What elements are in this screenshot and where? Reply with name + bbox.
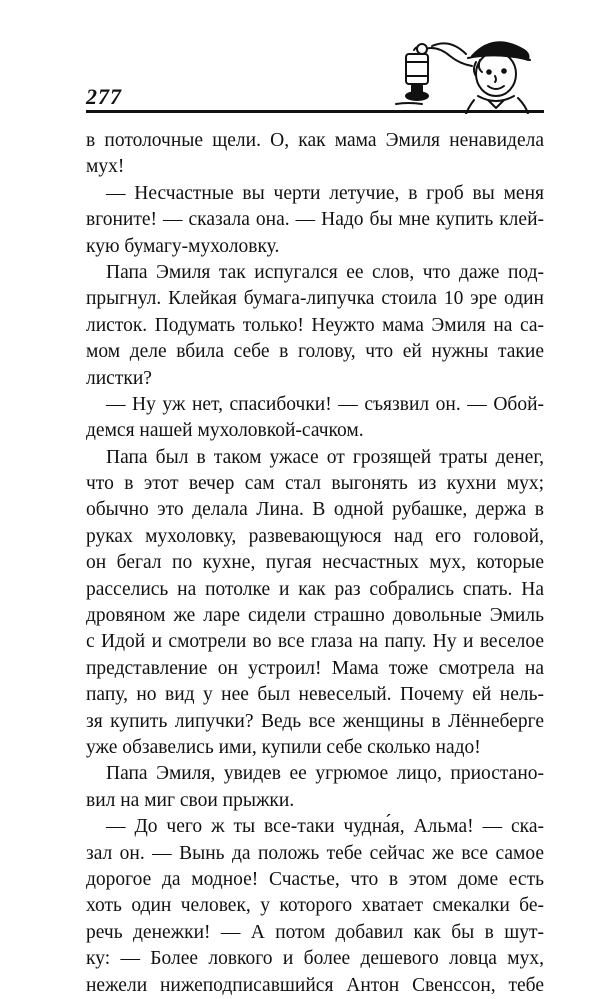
text-line: нежели нижеподписавшийся Антон Свенссон, тебе	[86, 974, 544, 996]
text-line: мом деле вбила себе в голову, что ей нужны такие	[86, 341, 544, 363]
text-line: хоть один человек, у которого хватает смекалки бе-	[86, 895, 544, 917]
text-line: уже обзавелись ими, купили себе сколько надо!	[86, 736, 481, 758]
text-line: Папа был в таком ужасе от грозящей траты денег,	[106, 446, 544, 468]
text-line: дровяном же ларе сидели страшно довольные Эмиль	[86, 605, 544, 627]
text-line: — Несчастные вы черти летучие, в гроб вы меня	[106, 182, 544, 204]
text-line: представление он устроил! Мама тоже смотрела на	[86, 657, 544, 679]
text-line: — Ну уж нет, спасибочки! — съязвил он. — Обой-	[106, 393, 544, 415]
text-line: обычно это делала Лина. В одной рубашке, держа в	[86, 499, 544, 521]
text-line: вгоните! — сказала она. — Надо бы мне купить клей-	[86, 209, 544, 231]
text-line: мух!	[86, 156, 125, 178]
text-line: кую бумагу-мухоловку.	[86, 235, 280, 257]
text-line: — До чего ж ты все-таки чудна́я, Альма! — ска-	[106, 816, 544, 838]
text-line: в потолочные щели. О, как мама Эмиля ненавидела	[86, 130, 544, 151]
text-line: прыгнул. Клейкая бумага-липучка стоила 10 эре один	[86, 288, 544, 310]
text-line: Папа Эмиля так испугался ее слов, что даже под-	[106, 261, 544, 283]
header-rule	[86, 110, 544, 113]
text-line: листки?	[86, 367, 152, 389]
text-line: что в этот вечер сам стал выгонять из кухни мух;	[86, 473, 544, 495]
text-line: листок. Подумать только! Неужто мама Эмиля на са-	[86, 314, 544, 336]
text-line: дорогое да модное! Счастье, что в этом доме есть	[86, 868, 544, 890]
text-line: речь денежки! — А потом добавил как бы в шут-	[86, 921, 544, 943]
text-line: расселись на потолке и как раз собрались спать. На	[86, 578, 544, 600]
page-number: 277	[86, 84, 122, 109]
text-line: Папа Эмиля, увидев ее угрюмое лицо, приостано-	[106, 763, 544, 785]
text-line: с Идой и смотрели во все глаза на папу. Ну и веселое	[86, 631, 544, 653]
text-line: зал он. — Вынь да положь тебе сейчас же все самое	[86, 842, 544, 864]
body-text	[86, 128, 544, 999]
text-line: демся нашей мухоловкой-сачком.	[86, 420, 364, 442]
text-line: вил на миг свои прыжки.	[86, 789, 295, 811]
text-line: руках мухоловку, развевающуюся над его головой,	[86, 525, 544, 547]
boy-with-lantern-icon	[376, 30, 546, 114]
text-line: папу, но вид у нее был невеселый. Почему ей нель-	[86, 684, 544, 706]
text-line: ку: — Более ловкого и более дешевого ловца мух,	[86, 948, 544, 970]
text-line: зя купить липучки? Ведь все женщины в Лённеберге	[86, 710, 544, 732]
text-line: он бегал по кухне, пугая несчастных мух, которые	[86, 552, 544, 574]
